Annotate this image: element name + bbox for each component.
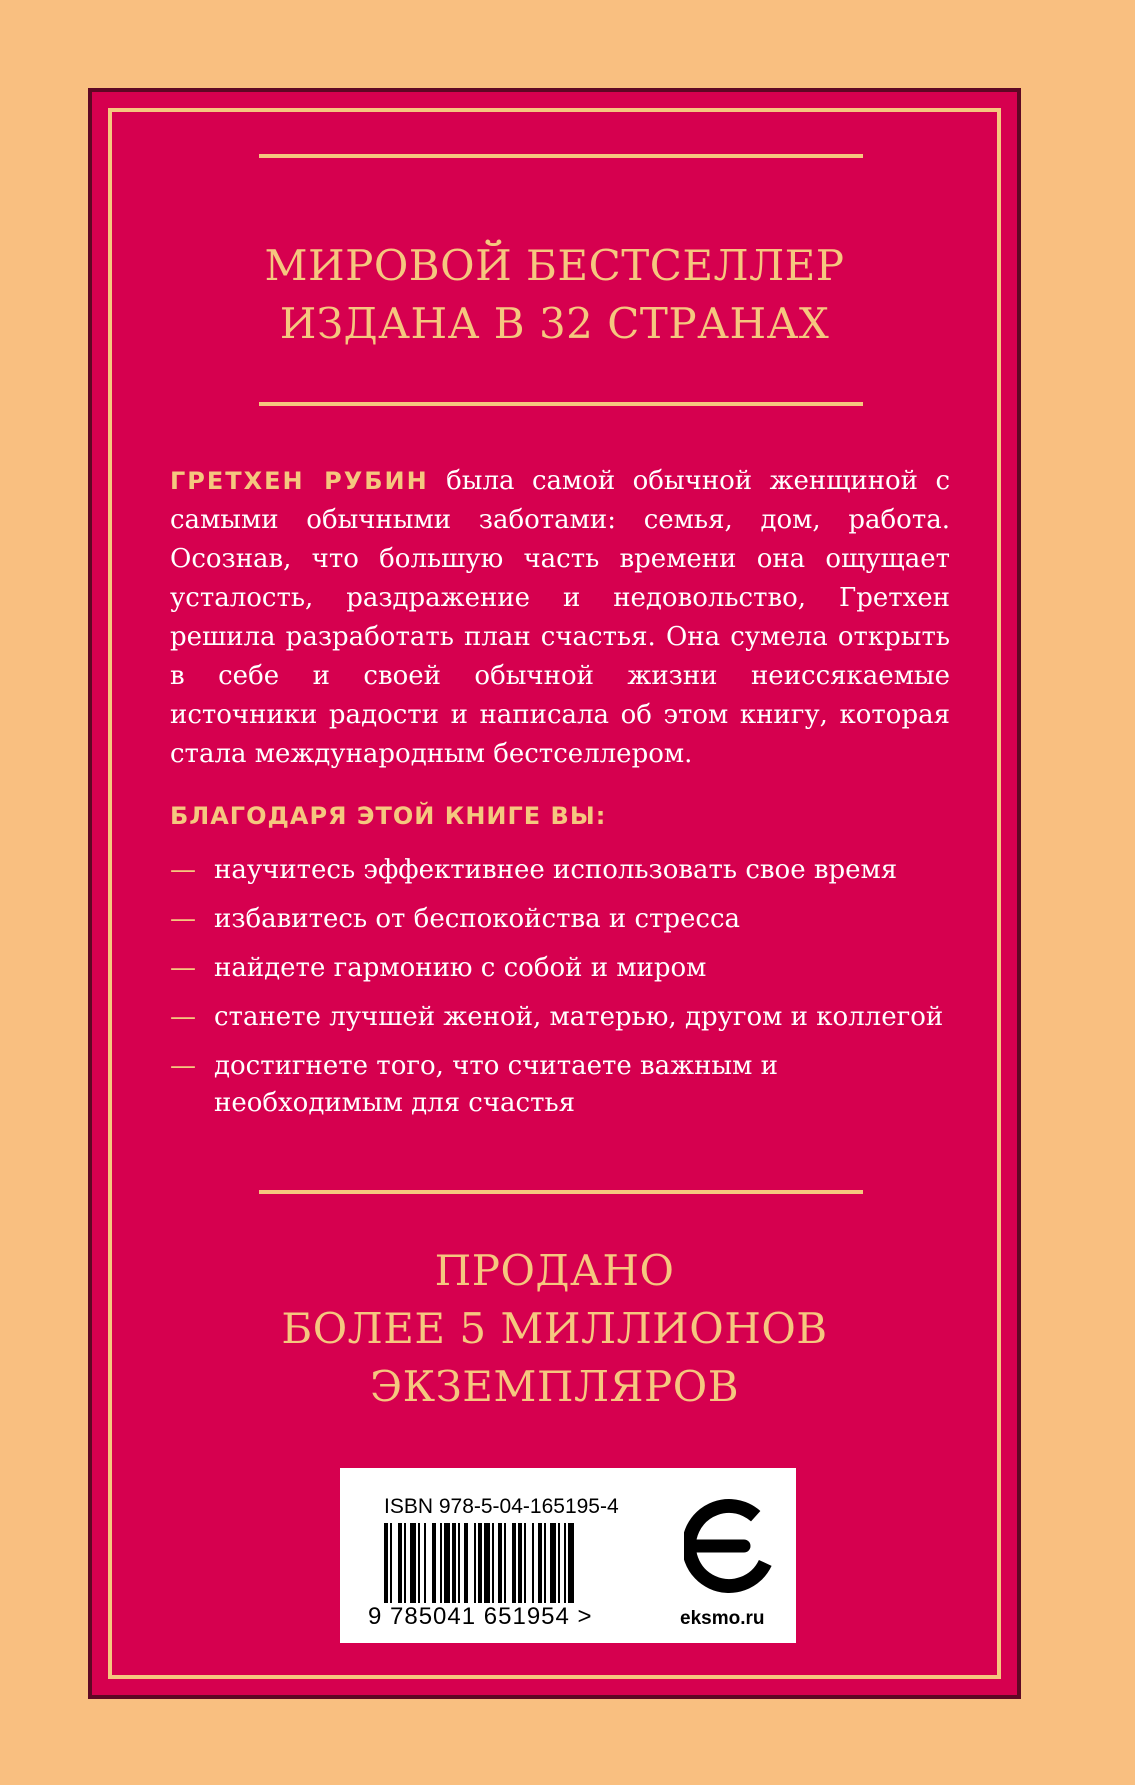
headline-line: БОЛЕЕ 5 МИЛЛИОНОВ	[281, 1304, 828, 1353]
benefits-heading: БЛАГОДАРЯ ЭТОЙ КНИГЕ ВЫ:	[170, 802, 607, 830]
headline-bestseller	[92, 237, 1017, 353]
dash-icon: —	[170, 904, 196, 934]
benefit-text: найдете гармонию с собой и миром	[214, 953, 707, 983]
headline-line: ПРОДАНО	[434, 1246, 675, 1295]
divider-top	[259, 154, 863, 158]
divider-bottom	[259, 1190, 863, 1194]
headline-line: ЭКЗЕМПЛЯРОВ	[369, 1362, 740, 1411]
divider-middle	[259, 402, 863, 406]
barcode-panel	[340, 1468, 796, 1643]
eksmo-logo-icon	[684, 1488, 774, 1604]
isbn-label: ISBN 978-5-04-165195-4	[384, 1495, 619, 1518]
benefit-text: достигнете того, что считаете важным и необходимым для счастья	[214, 1051, 778, 1118]
headline-sales	[92, 1242, 1017, 1416]
publisher-site: eksmo.ru	[680, 1608, 765, 1629]
benefit-item	[170, 1048, 950, 1122]
benefit-item	[170, 852, 950, 889]
benefit-item	[170, 999, 950, 1036]
author-name: ГРЕТХЕН РУБИН	[170, 467, 429, 495]
intro-text: была самой обычной женщиной с самыми обычными заботами: семья, дом, работа. Осознав, что большую часть времени она ощущает усталость, раздражение и недовольство, Гретхен решила разработать план счастья. Она сумела открыть в себе и своей обычной жизни неиссякаемые источники радости и написала об этом книгу, которая стала международным бестселлером.	[170, 466, 951, 769]
dash-icon: —	[170, 953, 196, 983]
benefit-text: избавитесь от беспокойства и стресса	[214, 904, 741, 934]
dash-icon: —	[170, 855, 196, 885]
benefits-list	[170, 852, 950, 1134]
benefit-text: научитесь эффективнее использовать свое время	[214, 855, 898, 885]
benefit-item	[170, 950, 950, 987]
intro-paragraph	[170, 462, 950, 774]
benefit-text: станете лучшей женой, матерью, другом и коллегой	[214, 1002, 944, 1032]
dash-icon: —	[170, 1002, 196, 1032]
barcode-digits: 9 785041 651954 >	[368, 1603, 593, 1630]
barcode-icon	[384, 1523, 644, 1603]
benefit-item	[170, 901, 950, 938]
book-back-cover	[88, 88, 1021, 1699]
headline-line: МИРОВОЙ БЕСТСЕЛЛЕР	[264, 241, 845, 290]
dash-icon: —	[170, 1051, 196, 1081]
headline-line: ИЗДАНА В 32 СТРАНАХ	[279, 299, 830, 348]
